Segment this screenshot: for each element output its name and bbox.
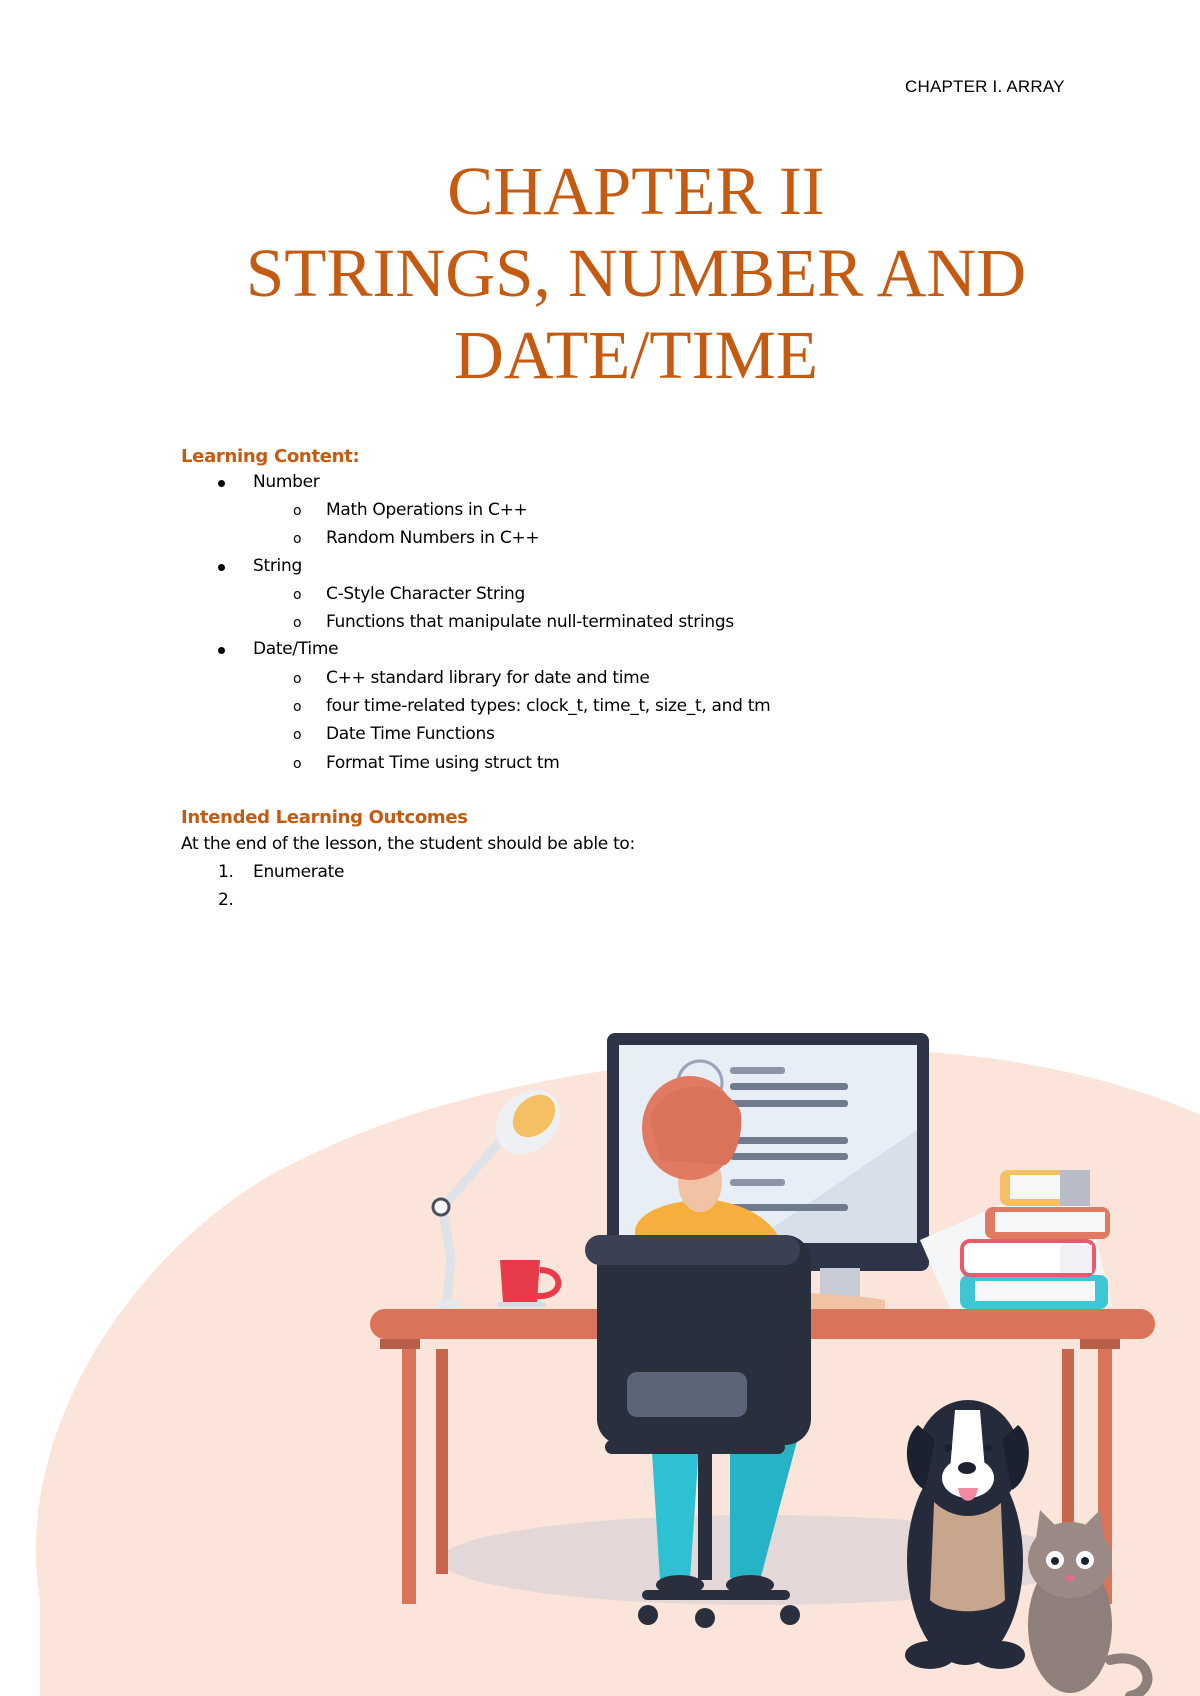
title-line-2: STRINGS, NUMBER AND bbox=[245, 235, 1027, 311]
subtopic-item: C-Style Character String bbox=[326, 584, 525, 604]
topic-label: Date/Time bbox=[253, 639, 339, 659]
workspace-illustration bbox=[0, 1000, 1200, 1696]
subtopic-item: Math Operations in C++ bbox=[326, 500, 528, 520]
subtopic-item: four time-related types: clock_t, time_t, size_t, and tm bbox=[326, 696, 771, 716]
subtopic-item: Date Time Functions bbox=[326, 724, 495, 744]
running-header: CHAPTER I. ARRAY bbox=[905, 77, 1065, 96]
chapter-title bbox=[0, 150, 1200, 396]
subtopic-item: Functions that manipulate null-terminated strings bbox=[326, 612, 734, 632]
circle-bullet-icon: o bbox=[293, 531, 302, 547]
outcomes-heading: Intended Learning Outcomes bbox=[181, 807, 468, 828]
outcome-text: Enumerate bbox=[253, 862, 345, 882]
learning-content-heading: Learning Content: bbox=[181, 446, 360, 467]
circle-bullet-icon: o bbox=[293, 671, 302, 687]
topic-label: String bbox=[253, 556, 302, 576]
outcome-number: 1. bbox=[218, 862, 234, 882]
circle-bullet-icon: o bbox=[293, 503, 302, 519]
title-line-1: CHAPTER II bbox=[447, 153, 825, 229]
circle-bullet-icon: o bbox=[293, 615, 302, 631]
outcomes-intro: At the end of the lesson, the student should be able to: bbox=[181, 834, 635, 854]
circle-bullet-icon: o bbox=[293, 699, 302, 715]
bullet-icon bbox=[218, 564, 225, 571]
outcome-number: 2. bbox=[218, 890, 234, 910]
circle-bullet-icon: o bbox=[293, 727, 302, 743]
circle-bullet-icon: o bbox=[293, 587, 302, 603]
subtopic-item: C++ standard library for date and time bbox=[326, 668, 650, 688]
subtopic-item: Format Time using struct tm bbox=[326, 753, 560, 773]
bullet-icon bbox=[218, 647, 225, 654]
circle-bullet-icon: o bbox=[293, 756, 302, 772]
subtopic-item: Random Numbers in C++ bbox=[326, 528, 540, 548]
topic-label: Number bbox=[253, 472, 320, 492]
bullet-icon bbox=[218, 480, 225, 487]
title-line-3: DATE/TIME bbox=[453, 317, 819, 393]
